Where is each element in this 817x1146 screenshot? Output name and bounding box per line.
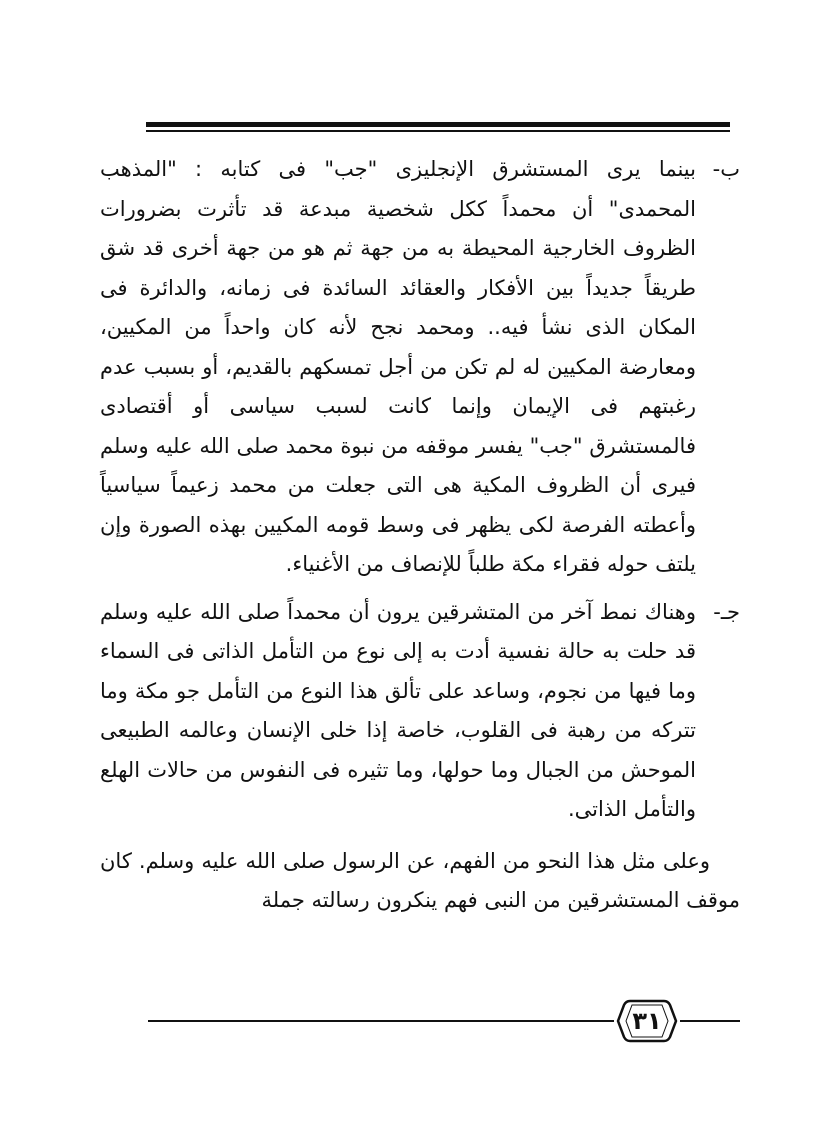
list-marker: جـ- — [713, 599, 740, 624]
list-marker: ب- — [712, 157, 740, 181]
list-item-text: بينما يرى المستشرق الإنجليزى "جب" فى كتابه : "المذهب المحمدى" أن محمداً ككل شخصية مبدعة قد تأثرت بضرورات الظروف الخارجية المحيطة به من جهة ثم هو من جهة أخرى قد شق طريقاً جديداً بين الأفكار والعقائد السائدة فى زمانه، والدائرة فى المكان الذى نشأ فيه.. ومحمد نجح لأنه كان واحداً من المكيين، ومعارضة المكيين له لم تكن من أجل تمسكهم بالقديم، أو بسبب عدم رغبتهم فى الإيمان وإنما كانت لسبب سياسى أو أقتصادى فالمستشرق "جب" يفسر موقفه من نبوة محمد صلى الله عليه وسلم فيرى أن الظروف المكية هى التى جعلت من محمد زعيماً سياسياً وأعطته الفرصة لكى يظهر فى وسط قومه المكيين بهذه الصورة وإن يلتف حوله فقراء مكة طلباً للإنصاف من الأغنياء. — [100, 157, 696, 576]
list-item-text: وهناك نمط آخر من المتشرقين يرون أن محمداً صلى الله عليه وسلم قد حلت به حالة نفسية أدت به إلى نوع من التأمل الذاتى فى السماء وما فيها من نجوم، وساعد على تألق هذا النوع من التأمل جو مكة وما تتركه من رهبة فى القلوب، خاصة إذا خلى الإنسان وعالمه الطبيعى الموحش من الجبال وما حولها، وما تثيره فى النفوس من حالات الهلع والتأمل الذاتى. — [100, 599, 696, 821]
footer-rule-left — [148, 1020, 614, 1022]
list-item-ba — [100, 150, 740, 585]
footer-rule-right — [680, 1020, 740, 1022]
closing-paragraph: وعلى مثل هذا النحو من الفهم، عن الرسول صلى الله عليه وسلم. كان موقف المستشرقين من النبى فهم ينكرون رسالته جملة — [100, 848, 740, 912]
header-rule-thin — [146, 130, 730, 132]
page-number: ٣١ — [632, 1007, 662, 1035]
header-rule-thick — [146, 122, 730, 127]
page-body — [100, 150, 740, 921]
list-item-jim — [100, 593, 740, 830]
